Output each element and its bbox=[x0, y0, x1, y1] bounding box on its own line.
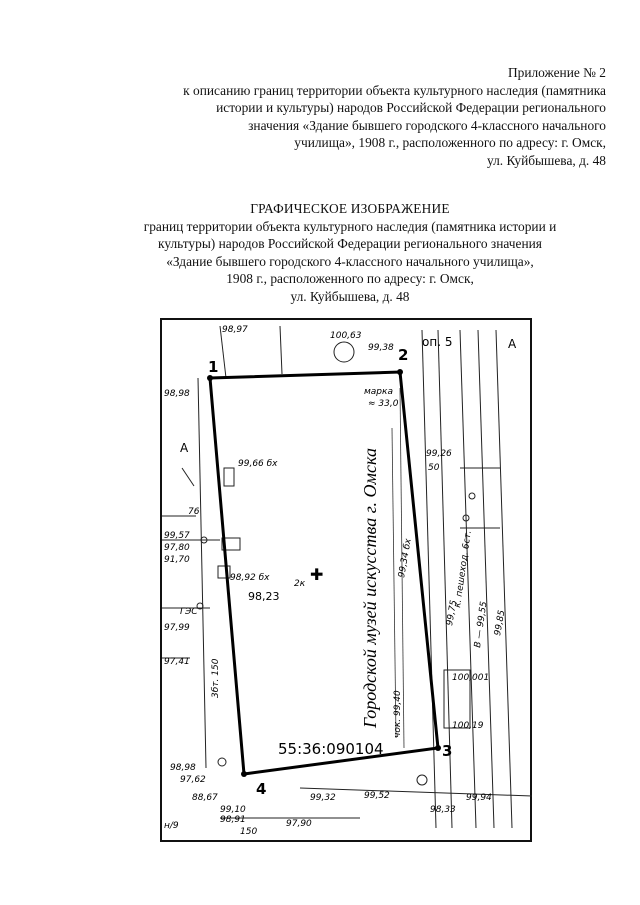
elevation-label: 99,85 bbox=[493, 609, 508, 637]
elevation-label: 99,38 bbox=[368, 343, 394, 353]
center-cross-icon: ✚ bbox=[310, 565, 324, 584]
point-label-1: 1 bbox=[208, 358, 219, 376]
cadastral-number: 55:36:090104 bbox=[278, 740, 384, 758]
elevation-label: 98,92 бх bbox=[230, 573, 270, 583]
elevation-label: 98,33 bbox=[430, 805, 456, 815]
elevation-label: 99,10 bbox=[220, 805, 246, 815]
elevation-label: 99,34 бх bbox=[397, 537, 414, 579]
heading-line: 1908 г., расположенного по адресу: г. Омск, bbox=[226, 271, 474, 287]
street-letter: А bbox=[180, 441, 189, 455]
elevation-label: 99,94 bbox=[466, 793, 492, 803]
vertical-label: к. пешеход. 6ст. bbox=[453, 529, 474, 609]
label-2k: 2к bbox=[294, 579, 306, 589]
elevation-label: 99,66 бх bbox=[238, 459, 278, 469]
elevation-label: 97,99 bbox=[164, 623, 190, 633]
elevation-label: 91,70 bbox=[164, 555, 190, 565]
marker-value: ≈ 33,0 bbox=[368, 399, 399, 409]
appendix-line: значения «Здание бывшего городского 4-классного начального bbox=[248, 117, 606, 133]
elevation-label: 98,23 bbox=[248, 590, 280, 603]
boundary-point-marker bbox=[241, 771, 247, 777]
pole-label: оп. 5 bbox=[422, 335, 453, 349]
elevation-label: 98,98 bbox=[170, 763, 196, 773]
plan-frame bbox=[161, 319, 531, 841]
elevation-label: 97,90 bbox=[286, 819, 312, 829]
vertical-label: чок. 99,40 bbox=[393, 690, 403, 738]
point-label-4: 4 bbox=[256, 780, 267, 798]
elevation-label: 97,80 bbox=[164, 543, 190, 553]
site-plan bbox=[160, 318, 532, 842]
elevation-label: 98,91 bbox=[220, 815, 246, 825]
elevation-label: 100,19 bbox=[452, 721, 484, 731]
elevation-label: 99,57 bbox=[164, 531, 190, 541]
site-plan-drawing bbox=[160, 318, 532, 842]
building-label: Городской музей искусства г. Омска bbox=[360, 448, 380, 728]
heading-line: культуры) народов Российской Федерации регионального значения bbox=[158, 236, 542, 252]
elevation-label: 50 bbox=[428, 463, 440, 473]
elevation-label: 76 bbox=[188, 507, 200, 517]
elevation-label: 99,75 bbox=[445, 599, 460, 627]
elevation-label: 97,41 bbox=[164, 657, 190, 667]
appendix-caption bbox=[86, 64, 606, 170]
point-label-2: 2 bbox=[398, 346, 409, 364]
elevation-label: 98,98 bbox=[164, 389, 190, 399]
elevation-label: 99,52 bbox=[364, 791, 390, 801]
marker-label: марка bbox=[364, 387, 393, 397]
elevation-label: 97,62 bbox=[180, 775, 206, 785]
elevation-label: 100,63 bbox=[330, 331, 362, 341]
elevation-label: н/9 bbox=[164, 821, 179, 831]
elevation-label: 88,67 bbox=[192, 793, 218, 803]
appendix-line: училища», 1908 г., расположенного по адресу: г. Омск, bbox=[294, 135, 606, 151]
appendix-line: ул. Куйбышева, д. 48 bbox=[486, 152, 606, 168]
appendix-line: к описанию границ территории объекта культурного наследия (памятника bbox=[183, 82, 606, 98]
appendix-line: Приложение № 2 bbox=[507, 65, 606, 80]
elevation-label: 99,32 bbox=[310, 793, 336, 803]
elevation-label: 150 bbox=[240, 827, 258, 837]
heading-line: ул. Куйбышева, д. 48 bbox=[290, 288, 410, 304]
elevation-label: 98,97 bbox=[222, 325, 248, 335]
boundary-point-marker bbox=[435, 745, 441, 751]
boundary-point-marker bbox=[397, 369, 403, 375]
heading-line: «Здание бывшего городского 4-классного начального училища», bbox=[166, 253, 534, 269]
heading-title: ГРАФИЧЕСКОЕ ИЗОБРАЖЕНИЕ bbox=[250, 201, 450, 216]
vertical-label: В — 99,55 bbox=[473, 600, 490, 649]
elevation-label: ГЭС bbox=[180, 607, 198, 617]
vertical-label: 3бт. 150 bbox=[211, 658, 221, 698]
document-heading bbox=[100, 200, 600, 306]
point-label-3: 3 bbox=[442, 742, 453, 760]
street-letter: А bbox=[508, 337, 517, 351]
elevation-label: 100,001 bbox=[452, 673, 490, 683]
elevation-label: 99,26 bbox=[426, 449, 452, 459]
heading-line: границ территории объекта культурного наследия (памятника истории и bbox=[143, 218, 557, 234]
appendix-line: истории и культуры) народов Российской Федерации регионального bbox=[216, 100, 606, 116]
